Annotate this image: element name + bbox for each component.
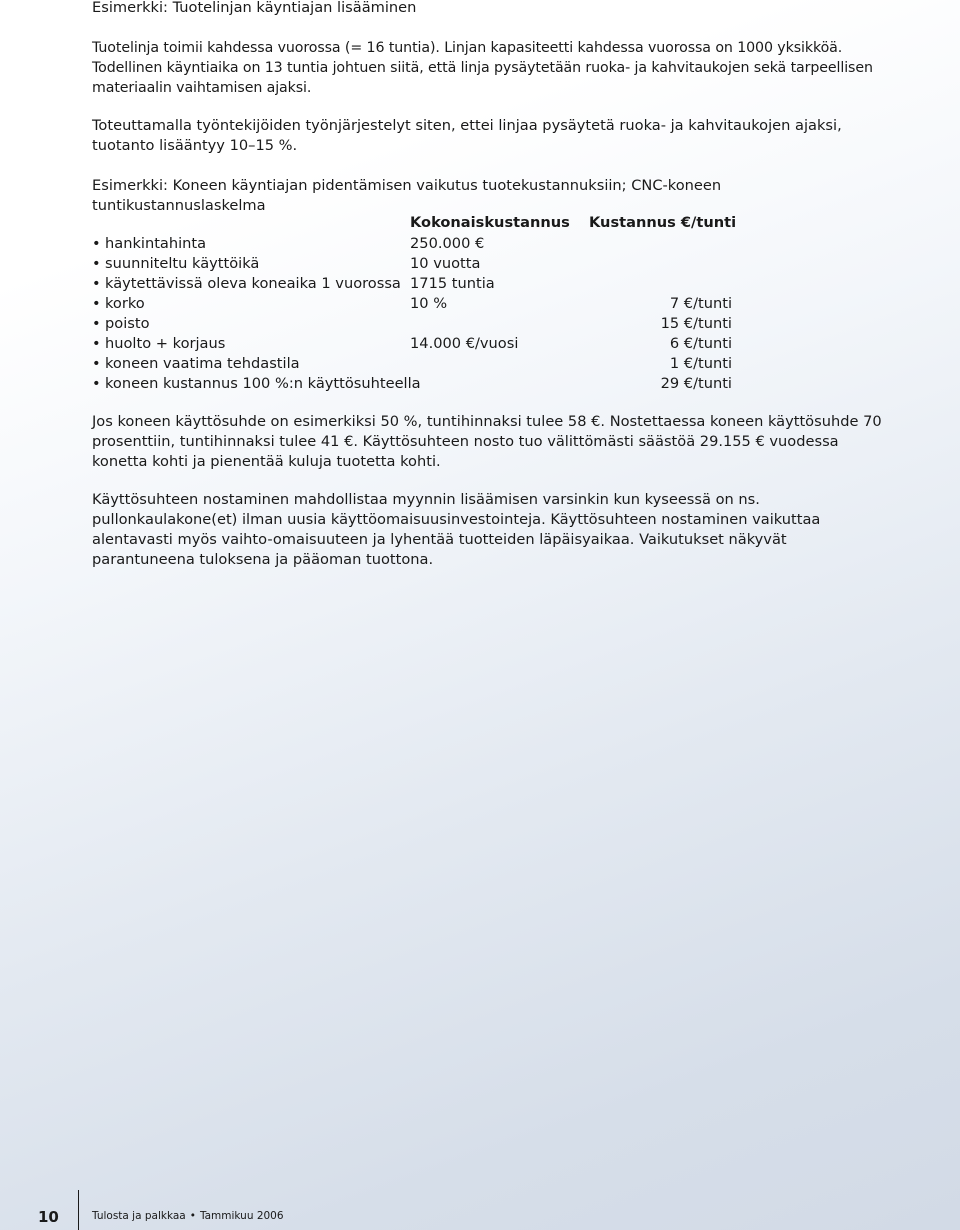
paragraph-conclusion: Käyttösuhteen nostaminen mahdollistaa myynnin lisäämisen varsinkin kun kyseessä on ns. pullonkaulakone(et) ilman uusia käyttöomaisuusinvestointeja. Käyttösuhteen nostaminen vaikuttaa alentavasti myös vaihto-omaisuuteen ja lyhentää tuotteiden läpäisyaikaa. Vaikutukset näkyvät parantuneena tuloksena ja pääoman tuottona. xyxy=(92,491,821,568)
row-total: 14.000 €/vuosi xyxy=(410,335,519,352)
table-row xyxy=(92,354,752,374)
row-total: 10 vuotta xyxy=(410,255,481,272)
paragraph-example-title: Esimerkki: Koneen käyntiajan pidentämisen vaikutus tuotekustannuksiin; CNC-koneen tuntikustannuslaskelma xyxy=(92,177,722,214)
table-row xyxy=(92,234,752,254)
page-footer xyxy=(0,1190,960,1230)
row-label: käytettävissä oleva koneaika 1 vuorossa xyxy=(105,275,401,292)
bullet-icon: • xyxy=(92,355,101,372)
row-hourly: 6 €/tunti xyxy=(669,335,732,352)
table-row xyxy=(92,334,752,354)
paragraph-intro: Tuotelinja toimii kahdessa vuorossa (= 16 tuntia). Linjan kapasiteetti kahdessa vuorossa on 1000 yksikköä. Todellinen käyntiaika on 13 tuntia johtuen siitä, että linja pysäytetään ruoka- ja kahvitaukojen sekä tarpeellisen materiaalin vaihtamisen ajaksi. xyxy=(92,40,873,96)
row-total: 10 % xyxy=(410,295,448,312)
paragraph-utilization: Jos koneen käyttösuhde on esimerkiksi 50 %, tuntihinnaksi tulee 58 €. Nostettaessa koneen käyttösuhde 70 prosenttiin, tuntihinnaksi tulee 41 €. Käyttösuhteen nosto tuo välittömästi säästöä 29.155 € vuodessa konetta kohti ja pienentää kuluja tuotetta kohti. xyxy=(92,413,882,470)
row-total: 1715 tuntia xyxy=(410,275,495,292)
bullet-separator: • xyxy=(189,1210,196,1222)
publication-date: Tammikuu 2006 xyxy=(199,1210,284,1222)
row-label: koneen vaatima tehdastila xyxy=(105,355,300,372)
row-hourly: 29 €/tunti xyxy=(660,375,732,392)
page-number: 10 xyxy=(38,1208,59,1226)
table-row xyxy=(92,274,752,294)
section-heading: Esimerkki: Tuotelinjan käyntiajan lisääminen xyxy=(92,0,417,16)
bullet-icon: • xyxy=(92,315,101,332)
row-label: huolto + korjaus xyxy=(105,335,226,352)
row-hourly: 15 €/tunti xyxy=(660,315,732,332)
bullet-icon: • xyxy=(92,255,101,272)
table-row xyxy=(92,314,752,334)
publication-info xyxy=(92,1210,284,1222)
row-label: koneen kustannus 100 %:n käyttösuhteella xyxy=(105,375,421,392)
column-header-total: Kokonaiskustannus xyxy=(410,214,570,231)
row-label: hankintahinta xyxy=(105,235,207,252)
row-total: 250.000 € xyxy=(410,235,485,252)
bullet-icon: • xyxy=(92,235,101,252)
row-label: suunniteltu käyttöikä xyxy=(105,255,260,272)
table-row xyxy=(92,374,752,394)
column-header-hourly: Kustannus €/tunti xyxy=(589,214,737,231)
bullet-icon: • xyxy=(92,295,101,312)
bullet-icon: • xyxy=(92,375,101,392)
footer-divider xyxy=(78,1190,79,1230)
table-row xyxy=(92,254,752,274)
table-row xyxy=(92,294,752,314)
row-hourly: 7 €/tunti xyxy=(669,295,732,312)
publication-name: Tulosta ja palkkaa xyxy=(92,1210,186,1222)
row-label: korko xyxy=(105,295,145,312)
bullet-icon: • xyxy=(92,335,101,352)
row-hourly: 1 €/tunti xyxy=(669,355,732,372)
paragraph-improvement: Toteuttamalla työntekijöiden työnjärjestelyt siten, ettei linjaa pysäytetä ruoka- ja kahvitaukojen ajaksi, tuotanto lisääntyy 10–15 %. xyxy=(92,117,842,154)
row-label: poisto xyxy=(105,315,150,332)
bullet-icon: • xyxy=(92,275,101,292)
